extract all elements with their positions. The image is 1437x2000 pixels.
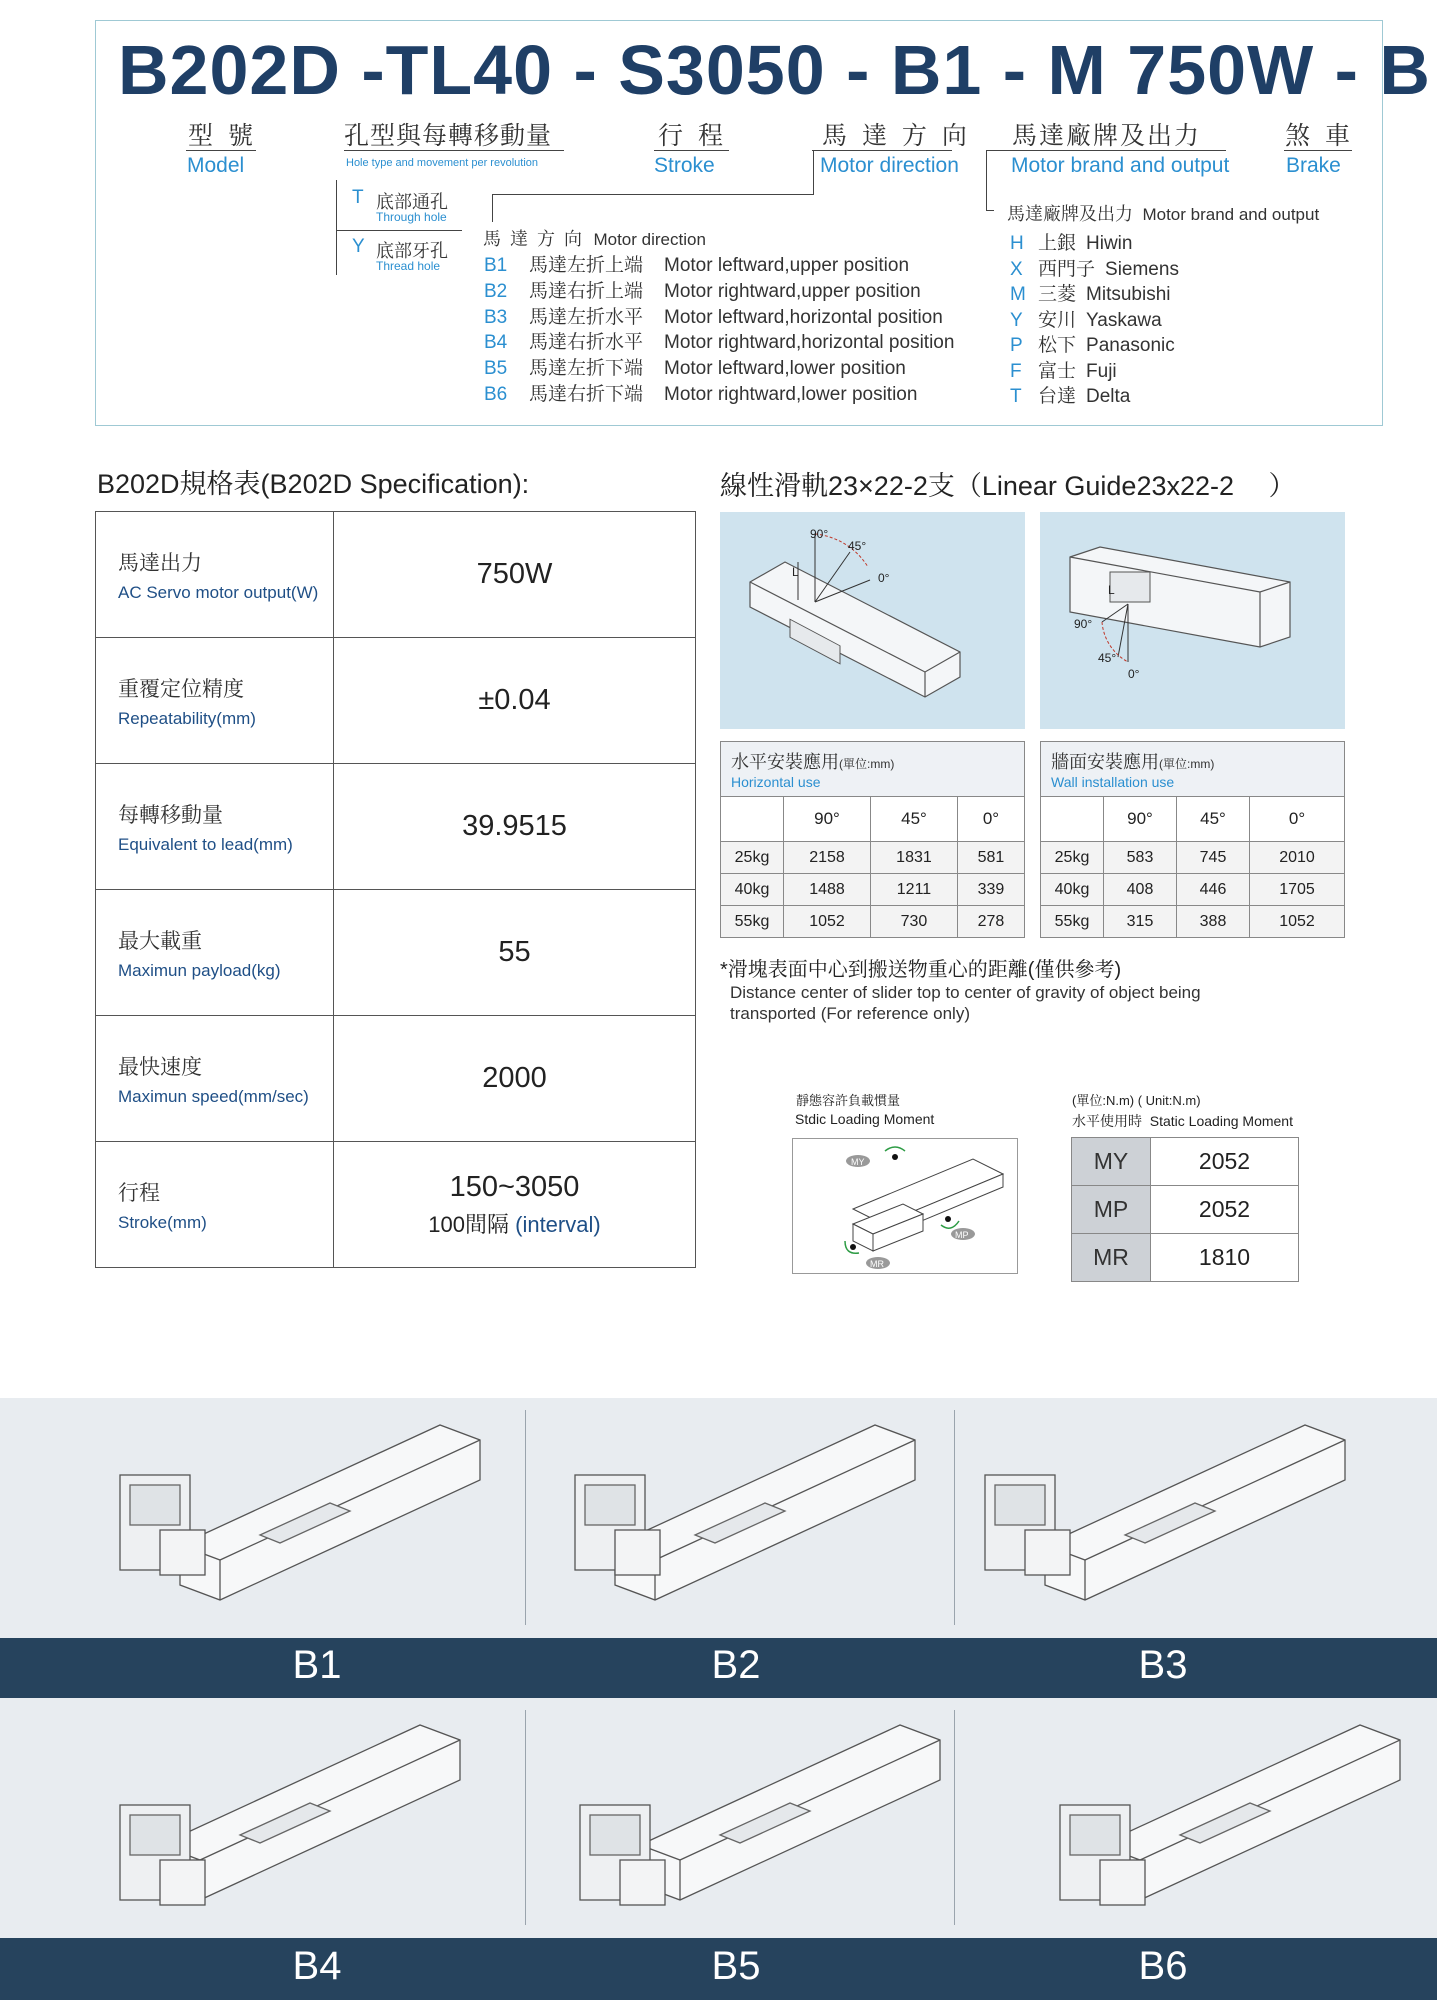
- module-illustration-b1: [110, 1405, 500, 1635]
- load-distance: 1211: [870, 874, 957, 906]
- my-label: MY: [851, 1157, 865, 1167]
- empty-cell: [721, 797, 784, 842]
- load-weight: 40kg: [1041, 874, 1104, 906]
- spec-value-cell: [334, 1016, 696, 1142]
- segment-underline: [344, 150, 564, 151]
- module-body: [1070, 547, 1290, 647]
- load-title-en: Horizontal use: [731, 774, 821, 790]
- segment-model-cn: 型 號: [188, 122, 257, 150]
- load-table-title-cn: [731, 748, 1023, 774]
- length-label: L: [1108, 583, 1115, 597]
- module-part: [1100, 1860, 1145, 1905]
- moment-title-cn: 靜態容許負載慣量: [796, 1093, 901, 1108]
- segment-model-en: Model: [187, 154, 245, 177]
- load-table-title: [1041, 742, 1345, 797]
- load-row: [721, 874, 1025, 906]
- variant-label-b5: B5: [711, 1944, 761, 1988]
- spec-value-cell: [334, 890, 696, 1016]
- direction-en: Motor leftward,upper position: [664, 255, 910, 276]
- spec-label-en: Stroke(mm): [118, 1212, 207, 1232]
- module-part: [1070, 1815, 1120, 1855]
- segment-underline: [186, 150, 256, 151]
- brand-leader: [986, 210, 994, 211]
- module-part: [620, 1860, 665, 1905]
- load-distance: 1052: [784, 906, 871, 938]
- direction-cn: 馬達左折下端: [529, 358, 644, 380]
- module-body: [750, 562, 960, 697]
- module-part: [590, 1815, 640, 1855]
- direction-en: Motor rightward,horizontal position: [664, 332, 955, 354]
- model-code: B202D -TL40 - S3050 - B1 - M 750W - B: [118, 31, 1431, 109]
- angle-label-0: 0°: [878, 571, 890, 585]
- load-distance: 408: [1104, 874, 1177, 906]
- variant-label-b2: B2: [711, 1643, 761, 1687]
- segment-brake-cn: 煞 車: [1285, 122, 1354, 150]
- spec-row: [96, 890, 696, 1016]
- brand-cn: 台達: [1038, 386, 1077, 407]
- spec-title: B202D規格表(B202D Specification):: [97, 469, 530, 499]
- direction-code: B6: [484, 384, 508, 405]
- mr-center: [850, 1244, 856, 1250]
- brand-cn: 安川: [1038, 309, 1077, 331]
- load-distance: 315: [1104, 906, 1177, 938]
- variant-divider: [954, 1410, 955, 1625]
- brand-cn: 松下: [1038, 335, 1077, 356]
- segment-brand-en: Motor brand and output: [1011, 154, 1230, 177]
- moment-drawing: [793, 1139, 1017, 1273]
- module-part: [130, 1815, 180, 1855]
- load-table-title: [721, 742, 1025, 797]
- wall-load-table: [1040, 741, 1345, 938]
- moment-diagram: [792, 1138, 1018, 1274]
- direction-leader: [813, 150, 814, 194]
- module-part: [1025, 1530, 1070, 1575]
- brand-option: [1010, 356, 1117, 383]
- brand-option: [1010, 381, 1130, 408]
- segment-direction-en: Motor direction: [820, 154, 959, 177]
- direction-code: B3: [484, 306, 508, 328]
- direction-option: [484, 327, 954, 354]
- direction-code: B4: [484, 332, 508, 354]
- load-weight: 25kg: [1041, 842, 1104, 874]
- angle-header: 90°: [1104, 797, 1177, 842]
- slider-block: [1110, 572, 1150, 602]
- spec-value-cell: [334, 764, 696, 890]
- load-row: [1041, 906, 1345, 938]
- spec-row: [96, 1016, 696, 1142]
- segment-hole-cn: 孔型與每轉移動量: [344, 122, 553, 150]
- spec-label-en: AC Servo motor output(W): [118, 582, 319, 602]
- interval-cn: 100間隔: [428, 1211, 509, 1237]
- spec-value-cell: [334, 638, 696, 764]
- brand-code: M: [1010, 284, 1026, 305]
- segment-underline: [654, 150, 729, 151]
- spec-label-cn: 行程: [118, 1181, 160, 1205]
- direction-cn: 馬達右折下端: [529, 384, 644, 405]
- spec-value: ±0.04: [478, 684, 551, 716]
- direction-title: 馬 達 方 向 Motor direction: [483, 229, 706, 249]
- my-arrow: [885, 1147, 905, 1151]
- direction-option: [484, 276, 921, 303]
- angle-label-90: 90°: [810, 527, 829, 541]
- brand-code: P: [1010, 335, 1023, 356]
- load-distance: 581: [957, 842, 1024, 874]
- load-row: [1041, 874, 1345, 906]
- moment-row: [1072, 1138, 1299, 1186]
- guide-title: 線性滑軌23×22-2支（Linear Guide23x22-2 ）: [720, 471, 1296, 501]
- spec-label-cn: 重覆定位精度: [118, 677, 244, 701]
- load-distance: 446: [1177, 874, 1250, 906]
- direction-code: B2: [484, 280, 508, 302]
- interval-en: (interval): [515, 1211, 601, 1237]
- brand-option: [1010, 305, 1162, 332]
- horizontal-install-diagram: [720, 512, 1025, 729]
- spec-value-interval: [334, 1208, 695, 1239]
- brand-code: X: [1010, 258, 1023, 280]
- spec-value: 2000: [482, 1062, 547, 1094]
- variant-label-b1: B1: [292, 1643, 342, 1687]
- moment-header: 水平使用時 Static Loading Moment: [1072, 1113, 1293, 1129]
- direction-cn: 馬達左折水平: [529, 306, 644, 328]
- segment-underline: [1284, 150, 1352, 151]
- module-part: [585, 1485, 635, 1525]
- load-row: [1041, 842, 1345, 874]
- load-weight: 25kg: [721, 842, 784, 874]
- direction-code: B5: [484, 358, 508, 380]
- load-table-header: [721, 742, 1025, 797]
- angle-header: 90°: [784, 797, 871, 842]
- segment-stroke-cn: 行 程: [658, 122, 727, 150]
- length-label: L: [792, 565, 799, 579]
- variant-divider: [525, 1410, 526, 1625]
- direction-cn: 馬達左折上端: [529, 255, 644, 276]
- load-unit: (單位:mm): [839, 757, 895, 771]
- spec-label-cn: 最大載重: [118, 929, 202, 953]
- brand-en: Yaskawa: [1086, 309, 1162, 331]
- brand-cn: 富士: [1038, 360, 1077, 382]
- module-part: [160, 1860, 205, 1905]
- hole-code-t: T: [352, 187, 364, 208]
- load-distance: 583: [1104, 842, 1177, 874]
- spec-label: [96, 638, 334, 764]
- spec-label: [96, 1016, 334, 1142]
- brand-en: Fuji: [1086, 360, 1117, 382]
- hole-thread-cn: 底部牙孔: [376, 241, 448, 261]
- brand-en: Hiwin: [1086, 233, 1133, 254]
- brand-code: F: [1010, 360, 1022, 382]
- direction-en: Motor leftward,horizontal position: [664, 306, 943, 328]
- hole-bracket: [336, 180, 337, 275]
- module-part: [615, 1530, 660, 1575]
- segment-hole-en: Hole type and movement per revolution: [346, 157, 538, 169]
- direction-option: [484, 250, 909, 277]
- spec-row: [96, 1142, 696, 1268]
- spec-label-en: Repeatability(mm): [118, 708, 256, 728]
- wall-module-drawing: [1040, 512, 1345, 729]
- angle-label-0: 0°: [1128, 667, 1140, 681]
- spec-label-en: Maximun payload(kg): [118, 960, 281, 980]
- segment-brand-cn: 馬達廠牌及出力: [1012, 122, 1202, 150]
- segment-brake-en: Brake: [1286, 154, 1341, 177]
- module-part: [160, 1530, 205, 1575]
- hole-through-en: Through hole: [376, 210, 447, 224]
- load-title-cn: 牆面安裝應用: [1051, 752, 1159, 772]
- horizontal-load-table: [720, 741, 1025, 938]
- load-title-en: Wall installation use: [1051, 774, 1175, 790]
- distance-note-en: Distance center of slider top to center of gravity of object being transported (For reference only): [730, 983, 1201, 1023]
- distance-note-cn: *滑塊表面中心到搬送物重心的距離(僅供參考): [720, 959, 1122, 981]
- brand-option: [1010, 228, 1132, 255]
- spec-label: [96, 1142, 334, 1268]
- moment-value: 1810: [1151, 1234, 1299, 1282]
- direction-cn: 馬達右折上端: [529, 280, 644, 302]
- direction-option: [484, 353, 906, 380]
- brand-leader: [986, 150, 987, 210]
- spec-label: [96, 512, 334, 638]
- moment-key: MY: [1072, 1138, 1151, 1186]
- moment-value: 2052: [1151, 1138, 1299, 1186]
- moment-key: MP: [1072, 1186, 1151, 1234]
- spec-label-en: Maximun speed(mm/sec): [118, 1086, 309, 1106]
- spec-value-cell: [334, 512, 696, 638]
- load-distance: 730: [870, 906, 957, 938]
- load-distance: 339: [957, 874, 1024, 906]
- direction-en: Motor rightward,lower position: [664, 384, 918, 405]
- mp-arrow: [941, 1221, 959, 1228]
- angle-header: 45°: [870, 797, 957, 842]
- load-distance: 745: [1177, 842, 1250, 874]
- brand-code: Y: [1010, 309, 1023, 331]
- load-distance: 2158: [784, 842, 871, 874]
- segment-underline: [986, 150, 1226, 151]
- brand-cn: 三菱: [1038, 284, 1077, 305]
- moment-unit: (單位:N.m) ( Unit:N.m): [1072, 1093, 1201, 1108]
- my-center: [892, 1154, 898, 1160]
- spec-label: [96, 764, 334, 890]
- variant-divider: [525, 1710, 526, 1925]
- module-part: [995, 1485, 1045, 1525]
- angle-header: 45°: [1177, 797, 1250, 842]
- direction-en: Motor rightward,upper position: [664, 280, 921, 302]
- angle-header-row: [1041, 797, 1345, 842]
- moment-title-en: Stdic Loading Moment: [795, 1111, 935, 1127]
- moment-value: 2052: [1151, 1186, 1299, 1234]
- load-distance: 1488: [784, 874, 871, 906]
- brand-option: [1010, 279, 1171, 306]
- spec-value: 39.9515: [462, 810, 567, 842]
- direction-option: [484, 302, 943, 329]
- load-unit: (單位:mm): [1159, 757, 1215, 771]
- moment-row: [1072, 1186, 1299, 1234]
- angle-header: 0°: [1250, 797, 1345, 842]
- spec-value: 150~3050: [449, 1170, 580, 1203]
- variant-label-b6: B6: [1138, 1944, 1188, 1988]
- brand-en: Panasonic: [1086, 335, 1175, 356]
- load-distance: 1705: [1250, 874, 1345, 906]
- spec-row: [96, 764, 696, 890]
- spec-label: [96, 890, 334, 1016]
- moment-key: MR: [1072, 1234, 1151, 1282]
- horizontal-module-drawing: [720, 512, 1025, 729]
- brand-en: Delta: [1086, 386, 1131, 407]
- direction-cn: 馬達右折水平: [529, 332, 644, 354]
- brand-option: [1010, 254, 1179, 281]
- load-table-header: [1041, 742, 1345, 797]
- hole-divider: [336, 230, 462, 231]
- module-part: [130, 1485, 180, 1525]
- load-row: [721, 842, 1025, 874]
- empty-cell: [1041, 797, 1104, 842]
- mp-label: MP: [955, 1230, 969, 1240]
- brand-code: T: [1010, 386, 1022, 407]
- moment-row: [1072, 1234, 1299, 1282]
- brand-en: Mitsubishi: [1086, 284, 1171, 305]
- spec-label-cn: 馬達出力: [118, 551, 202, 575]
- load-weight: 55kg: [721, 906, 784, 938]
- angle-header-row: [721, 797, 1025, 842]
- moment-table: [1071, 1137, 1299, 1282]
- brand-en: Siemens: [1105, 258, 1179, 280]
- spec-value: 55: [498, 936, 531, 968]
- variant-label-b3: B3: [1138, 1643, 1188, 1687]
- brand-cn: 西門子: [1038, 258, 1096, 280]
- segment-underline: [812, 150, 952, 151]
- load-distance: 388: [1177, 906, 1250, 938]
- spec-label-cn: 最快速度: [118, 1055, 202, 1079]
- angle-label-45: 45°: [1098, 651, 1117, 665]
- direction-leader: [492, 194, 493, 222]
- load-distance: 2010: [1250, 842, 1345, 874]
- angle-label-90: 90°: [1074, 617, 1093, 631]
- load-weight: 40kg: [721, 874, 784, 906]
- load-distance: 1052: [1250, 906, 1345, 938]
- spec-label-cn: 每轉移動量: [118, 803, 223, 827]
- direction-leader: [492, 194, 814, 195]
- load-distance: 278: [957, 906, 1024, 938]
- spec-label-en: Equivalent to lead(mm): [118, 834, 293, 854]
- direction-option: [484, 379, 917, 406]
- brand-code: H: [1010, 233, 1024, 254]
- load-title-cn: 水平安裝應用: [731, 752, 839, 772]
- brand-option: [1010, 330, 1175, 357]
- hole-through-cn: 底部通孔: [376, 192, 448, 212]
- load-table-title-cn: [1051, 748, 1343, 774]
- direction-en: Motor leftward,lower position: [664, 358, 906, 380]
- load-distance: 1831: [870, 842, 957, 874]
- spec-row: [96, 638, 696, 764]
- variant-label-b4: B4: [292, 1944, 342, 1988]
- module-illustration-b3: [975, 1405, 1365, 1635]
- module-illustration-b4: [90, 1705, 480, 1935]
- direction-code: B1: [484, 255, 508, 276]
- angle-label-45: 45°: [848, 539, 867, 553]
- angle-header: 0°: [957, 797, 1024, 842]
- spec-value: 750W: [476, 558, 553, 590]
- hole-thread-en: Thread hole: [376, 259, 441, 273]
- brand-title: 馬達廠牌及出力 Motor brand and output: [1007, 204, 1320, 224]
- module-illustration-b5: [570, 1705, 960, 1935]
- brand-cn: 上銀: [1038, 233, 1077, 254]
- mp-center: [945, 1216, 951, 1222]
- mr-label: MR: [870, 1259, 884, 1269]
- module-illustration-b6: [1030, 1705, 1420, 1935]
- load-row: [721, 906, 1025, 938]
- spec-row: [96, 512, 696, 638]
- segment-direction-cn: 馬 達 方 向: [822, 122, 971, 150]
- module-illustration-b2: [545, 1405, 935, 1635]
- wall-install-diagram: [1040, 512, 1345, 729]
- load-weight: 55kg: [1041, 906, 1104, 938]
- spec-table: [95, 511, 696, 1268]
- spec-value-cell: [334, 1142, 696, 1268]
- hole-code-y: Y: [352, 236, 365, 257]
- segment-stroke-en: Stroke: [654, 154, 715, 177]
